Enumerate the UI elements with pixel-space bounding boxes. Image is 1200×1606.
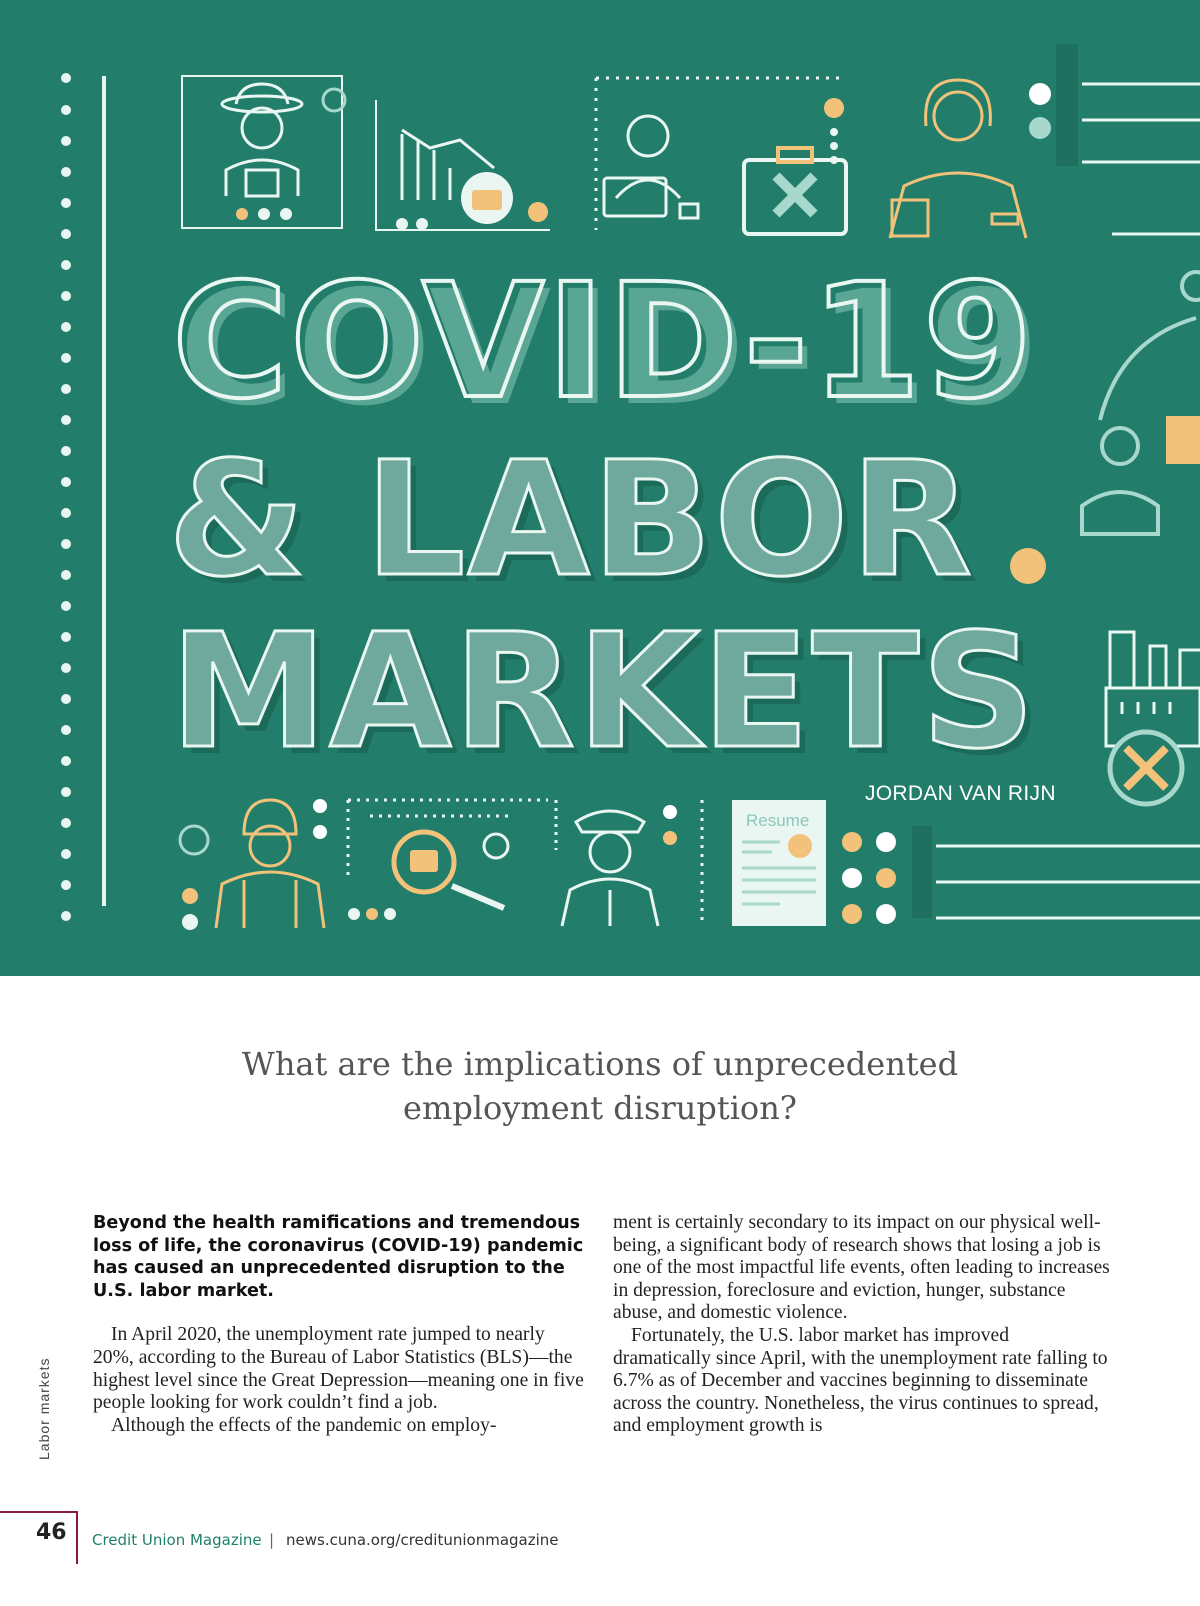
article-column-left <box>93 1212 590 1437</box>
accent-dot <box>824 98 844 118</box>
panel-shadow-bottom <box>912 826 932 918</box>
body-paragraph-4: Fortunately, the U.S. labor market has improved dramatically since April, with the unemployment rate falling to 6.7% as of December and vaccines beginning to disseminate across the country. Nonetheless, the virus continues to spread, and employment growth is <box>613 1324 1108 1437</box>
bottom-right-dots <box>842 832 896 924</box>
right-rules-top <box>1082 84 1200 234</box>
accent-dot-police <box>663 831 677 845</box>
lead-paragraph: Beyond the health ramifications and tremendous loss of life, the coronavirus (COVID-19) pandemic has caused an unprecedented disruption to the U.S. labor market. <box>93 1213 584 1301</box>
deck-line-1: What are the implications of unprecedented <box>241 1045 959 1083</box>
white-dot-police <box>663 805 677 819</box>
search-dots <box>348 908 396 920</box>
partial-briefcase-icon <box>1166 416 1200 464</box>
accent-dot-bottom <box>182 888 198 904</box>
headline-line-1: COVID-19 <box>172 250 1035 434</box>
panel-shadow <box>1056 44 1078 166</box>
mint-dot <box>1029 117 1051 139</box>
white-dot <box>1029 83 1051 105</box>
white-dot-small <box>313 799 327 813</box>
magazine-url: news.cuna.org/creditunionmagazine <box>286 1531 559 1549</box>
closed-briefcase-icon <box>744 148 846 234</box>
author-byline: JORDAN VAN RIJN <box>865 782 1056 805</box>
farmer-dots <box>236 208 292 220</box>
ring-decor-bottom <box>180 826 208 854</box>
factory-icon <box>1106 632 1200 746</box>
police-officer-icon <box>556 800 658 926</box>
page-number: 46 <box>36 1520 67 1545</box>
body-paragraph-3: ment is certainly secondary to its impact on our physical well-being, a significant body of research shows that losing a job is one of the most impactful life events, often leading to increases in depression, foreclosure and eviction, hunger, substance abuse, and domestic violence. <box>613 1212 1110 1324</box>
deck-line-2: employment disruption? <box>403 1089 797 1127</box>
white-dot-small-2 <box>313 825 327 839</box>
right-rules-bottom <box>936 846 1200 918</box>
magazine-name: Credit Union Magazine <box>92 1531 262 1549</box>
office-worker-icon <box>604 116 698 218</box>
headline-line-3: MARKETS <box>170 600 1038 784</box>
left-dot-column <box>61 73 71 921</box>
cancel-icon <box>1110 732 1182 804</box>
deck-subtitle <box>200 1042 1000 1130</box>
article-column-right <box>613 1212 1110 1438</box>
title-period-dot <box>1010 548 1046 584</box>
white-dot-bottom <box>182 914 198 930</box>
body-paragraph-2: Although the effects of the pandemic on employ- <box>111 1414 497 1436</box>
farmer-icon <box>182 76 342 228</box>
businesswoman-icon <box>890 80 1026 238</box>
section-label: Labor markets <box>36 1357 52 1460</box>
network-people-icon <box>1082 272 1200 534</box>
job-search-icon <box>348 800 548 908</box>
decline-chart-icon <box>376 100 550 230</box>
resume-label: Resume <box>746 811 810 830</box>
body-paragraph-1: In April 2020, the unemployment rate jumped to nearly 20%, according to the Bureau of Labor Statistics (BLS)—the highest level since the Great Depression—meaning one in five people looking for work couldn’t find a job. <box>93 1324 584 1414</box>
headline-line-2: & LABOR <box>168 428 975 612</box>
footer-separator: | <box>269 1531 275 1549</box>
construction-worker-icon <box>216 800 324 928</box>
briefcase-badge-icon <box>472 190 502 210</box>
